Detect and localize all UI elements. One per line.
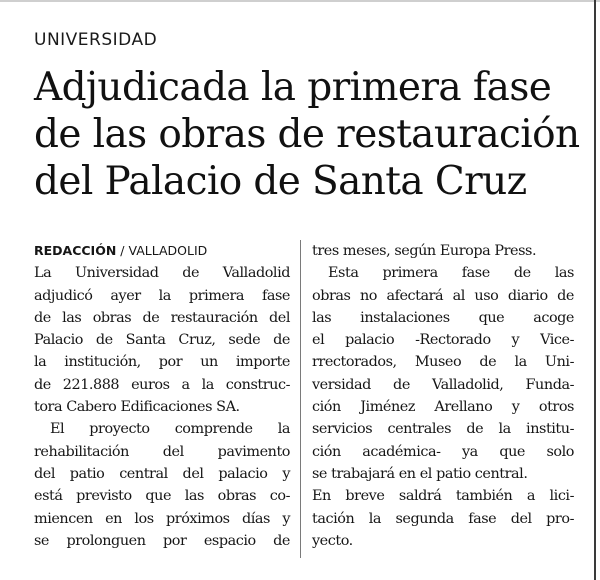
body-text-line: versidad de Valladolid, Funda- bbox=[312, 376, 574, 393]
body-text-line: ción académica- ya que solo bbox=[312, 443, 574, 460]
body-text-line: rrectorados, Museo de la Uni- bbox=[312, 354, 574, 371]
body-text-line: se trabajará en el patio central. bbox=[312, 465, 528, 482]
section-label: UNIVERSIDAD bbox=[34, 30, 158, 50]
body-text-line: yecto. bbox=[312, 532, 353, 549]
body-text-line: En breve saldrá también a lici- bbox=[312, 488, 574, 505]
body-text-line: del patio central del palacio y bbox=[34, 465, 290, 482]
body-text-line: de 221.888 euros a la construc- bbox=[34, 376, 290, 393]
body-text-line: se prolonguen por espacio de bbox=[34, 532, 290, 549]
body-text-line: adjudicó ayer la primera fase bbox=[34, 287, 290, 304]
body-text-line: está previsto que las obras co- bbox=[34, 488, 290, 505]
body-text-line: obras no afectará al uso diario de bbox=[312, 287, 574, 304]
body-text-line: rehabilitación del pavimento bbox=[34, 443, 290, 460]
body-text-line: tación la segunda fase del pro- bbox=[312, 510, 574, 527]
body-text-line: tora Cabero Edificaciones SA. bbox=[34, 399, 240, 416]
body-text-line: el palacio -Rectorado y Vice- bbox=[312, 332, 574, 349]
scan-top-edge bbox=[0, 0, 600, 2]
body-text-line: miencen en los próximos días y bbox=[34, 510, 290, 527]
body-text-line: La Universidad de Valladolid bbox=[34, 265, 290, 282]
headline-line: de las obras de restauración bbox=[34, 112, 580, 157]
headline bbox=[34, 64, 580, 205]
body-text-line: ción Jiménez Arellano y otros bbox=[312, 399, 574, 416]
body-text-line: servicios centrales de la institu- bbox=[312, 421, 574, 438]
headline-line: del Palacio de Santa Cruz bbox=[34, 159, 527, 204]
body-text-line: Esta primera fase de las bbox=[328, 265, 574, 282]
byline-separator: / bbox=[116, 243, 129, 258]
body-text-line: El proyecto comprende la bbox=[50, 421, 290, 438]
article-column-left bbox=[34, 240, 290, 552]
headline-line: Adjudicada la primera fase bbox=[34, 65, 552, 110]
article-column-right bbox=[312, 240, 574, 552]
byline-place: VALLADOLID bbox=[128, 243, 208, 258]
body-text-line: la institución, por un importe bbox=[34, 354, 290, 371]
byline-author: REDACCIÓN bbox=[34, 243, 117, 258]
body-text-line: Palacio de Santa Cruz, sede de bbox=[34, 332, 290, 349]
body-text-line: de las obras de restauración del bbox=[34, 309, 290, 326]
scan-right-edge bbox=[594, 0, 596, 580]
body-text-line: tres meses, según Europa Press. bbox=[312, 243, 537, 259]
byline bbox=[34, 240, 290, 262]
column-divider bbox=[300, 240, 301, 558]
body-text-line: las instalaciones que acoge bbox=[312, 309, 574, 326]
